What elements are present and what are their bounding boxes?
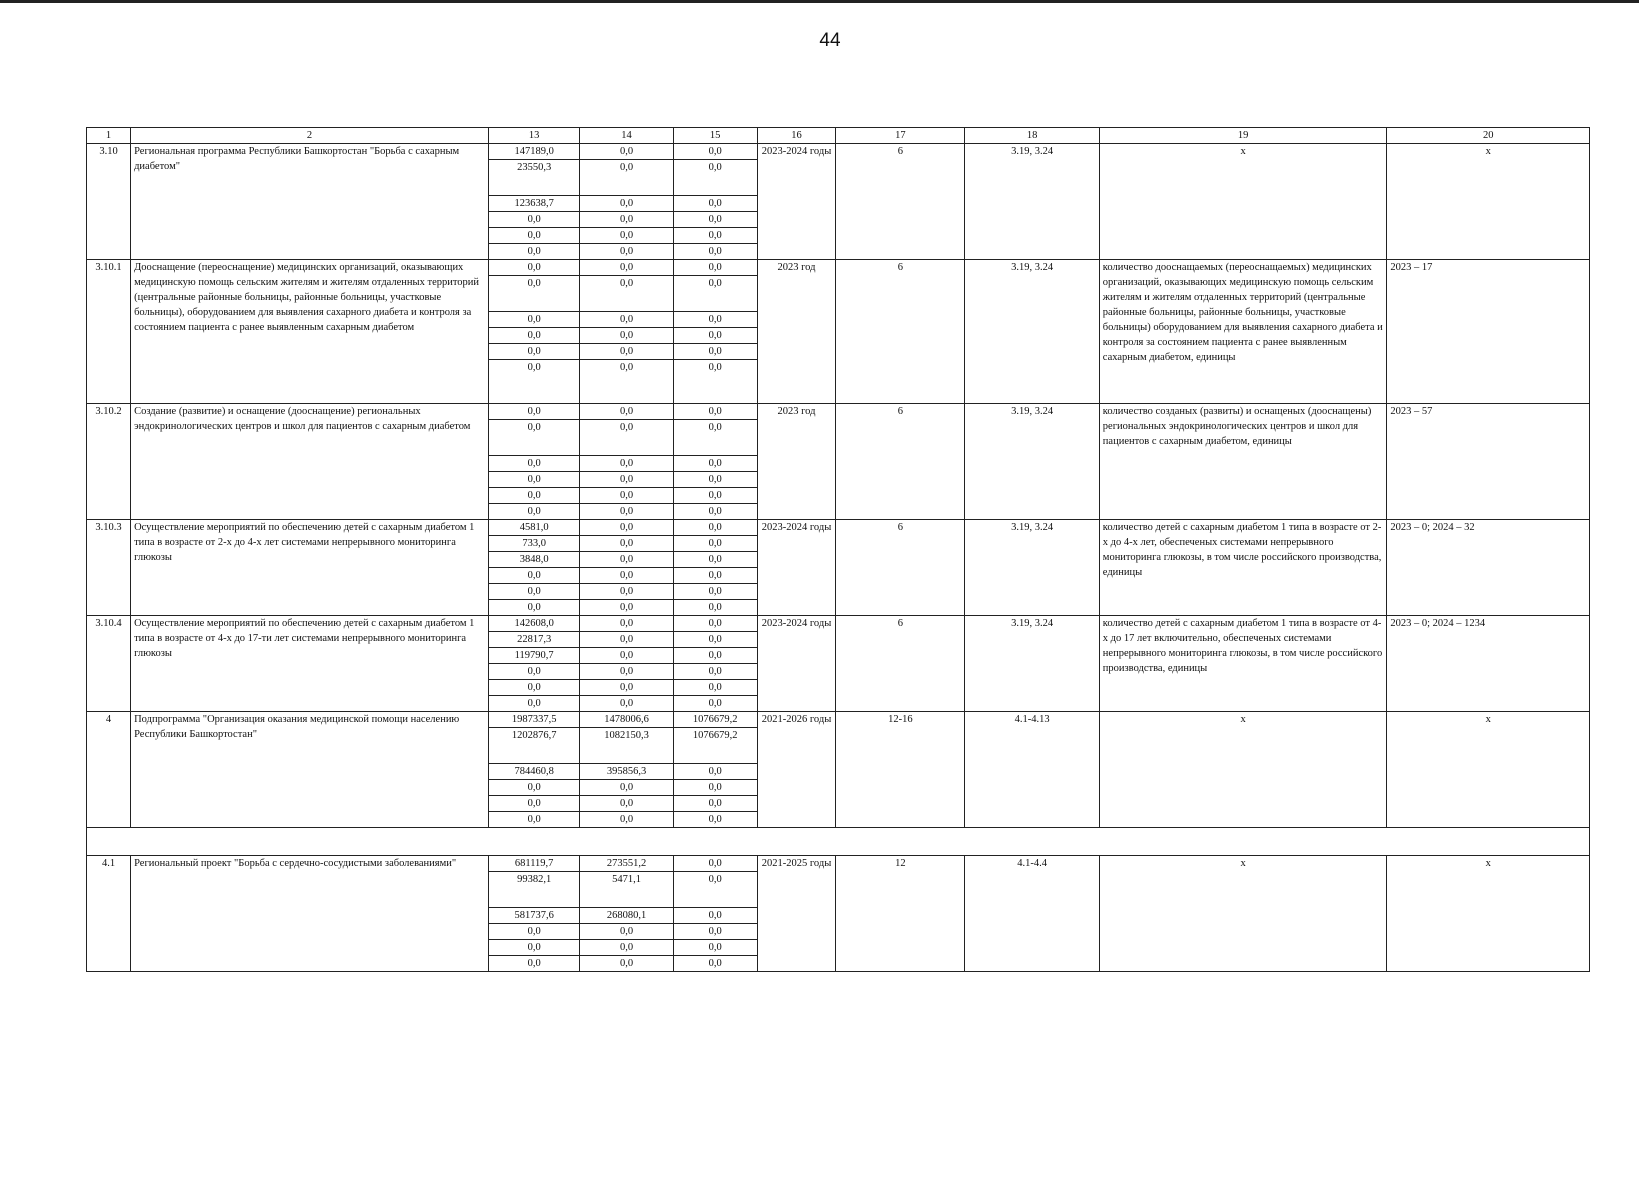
value-cell: 0,0 [580, 404, 673, 420]
col18-cell: 4.1-4.13 [965, 712, 1099, 828]
value-cell: 1082150,3 [580, 728, 673, 764]
value-cell: 0,0 [580, 616, 673, 632]
value-cell: 0,0 [488, 568, 579, 584]
table-row [87, 712, 1590, 728]
value-cell: 0,0 [580, 520, 673, 536]
value-cell: 0,0 [488, 212, 579, 228]
indicator-cell: количество созданых (развиты) и оснащеных (дооснащены) региональных эндокринологических центров и школ для пациентов с сахарным диабетом, единицы [1099, 404, 1387, 520]
spacer-row [87, 828, 1590, 856]
row-number: 3.10.4 [87, 616, 131, 712]
value-cell: 0,0 [580, 144, 673, 160]
target-cell: x [1387, 144, 1590, 260]
page-number: 44 [819, 30, 841, 51]
value-cell: 123638,7 [488, 196, 579, 212]
value-cell: 0,0 [488, 956, 579, 972]
value-cell: 0,0 [580, 956, 673, 972]
value-cell: 0,0 [580, 212, 673, 228]
value-cell: 0,0 [488, 260, 579, 276]
value-cell: 0,0 [673, 420, 757, 456]
header-cell: 13 [488, 128, 579, 144]
indicator-cell: x [1099, 856, 1387, 972]
value-cell: 0,0 [673, 632, 757, 648]
header-cell: 2 [131, 128, 489, 144]
value-cell: 22817,3 [488, 632, 579, 648]
value-cell: 0,0 [580, 924, 673, 940]
value-cell: 0,0 [673, 260, 757, 276]
table-row [87, 616, 1590, 632]
value-cell: 0,0 [673, 680, 757, 696]
target-cell: 2023 – 17 [1387, 260, 1590, 404]
value-cell: 0,0 [488, 584, 579, 600]
target-cell: x [1387, 856, 1590, 972]
value-cell: 0,0 [673, 908, 757, 924]
header-row [87, 128, 1590, 144]
value-cell: 0,0 [580, 780, 673, 796]
header-cell: 14 [580, 128, 673, 144]
header-cell: 20 [1387, 128, 1590, 144]
period-cell: 2021-2026 годы [757, 712, 836, 828]
value-cell: 0,0 [580, 456, 673, 472]
table-row [87, 144, 1590, 160]
top-rule [0, 0, 1639, 3]
period-cell: 2023 год [757, 260, 836, 404]
row-name: Осуществление мероприятий по обеспечению детей с сахарным диабетом 1 типа в возрасте от 4-х до 17-ти лет системами непрерывного мониторинга глюкозы [131, 616, 489, 712]
col17-cell: 6 [836, 404, 965, 520]
value-cell: 0,0 [488, 696, 579, 712]
value-cell: 0,0 [488, 472, 579, 488]
value-cell: 0,0 [580, 244, 673, 260]
value-cell: 0,0 [580, 276, 673, 312]
row-name: Подпрограмма "Организация оказания медицинской помощи населению Республики Башкортостан" [131, 712, 489, 828]
value-cell: 0,0 [488, 812, 579, 828]
col17-cell: 6 [836, 520, 965, 616]
value-cell: 0,0 [673, 664, 757, 680]
row-name: Региональная программа Республики Башкортостан "Борьба с сахарным диабетом" [131, 144, 489, 260]
period-cell: 2023-2024 годы [757, 520, 836, 616]
indicator-cell: x [1099, 144, 1387, 260]
col17-cell: 6 [836, 260, 965, 404]
value-cell: 0,0 [488, 312, 579, 328]
value-cell: 0,0 [488, 404, 579, 420]
row-number: 3.10.2 [87, 404, 131, 520]
row-name: Осуществление мероприятий по обеспечению детей с сахарным диабетом 1 типа в возрасте от 2-х до 4-х лет системами непрерывного мониторинга глюкозы [131, 520, 489, 616]
value-cell: 0,0 [580, 648, 673, 664]
spacer-cell [87, 828, 1590, 856]
col18-cell: 3.19, 3.24 [965, 144, 1099, 260]
value-cell: 0,0 [580, 328, 673, 344]
row-number: 3.10.3 [87, 520, 131, 616]
value-cell: 581737,6 [488, 908, 579, 924]
value-cell: 0,0 [673, 456, 757, 472]
value-cell: 0,0 [673, 144, 757, 160]
table-row [87, 260, 1590, 276]
value-cell: 0,0 [673, 472, 757, 488]
value-cell: 0,0 [673, 648, 757, 664]
col17-cell: 6 [836, 144, 965, 260]
value-cell: 0,0 [673, 312, 757, 328]
value-cell: 1202876,7 [488, 728, 579, 764]
table-row [87, 520, 1590, 536]
row-number: 4 [87, 712, 131, 828]
header-cell: 19 [1099, 128, 1387, 144]
value-cell: 0,0 [673, 344, 757, 360]
indicator-cell: x [1099, 712, 1387, 828]
target-cell: x [1387, 712, 1590, 828]
value-cell: 0,0 [673, 328, 757, 344]
value-cell: 0,0 [673, 924, 757, 940]
value-cell: 0,0 [580, 420, 673, 456]
value-cell: 0,0 [673, 160, 757, 196]
value-cell: 395856,3 [580, 764, 673, 780]
value-cell: 0,0 [488, 924, 579, 940]
value-cell: 0,0 [673, 940, 757, 956]
value-cell: 0,0 [580, 160, 673, 196]
value-cell: 0,0 [580, 228, 673, 244]
value-cell: 0,0 [488, 344, 579, 360]
col17-cell: 6 [836, 616, 965, 712]
col18-cell: 3.19, 3.24 [965, 616, 1099, 712]
period-cell: 2023-2024 годы [757, 616, 836, 712]
row-number: 3.10 [87, 144, 131, 260]
value-cell: 0,0 [580, 344, 673, 360]
value-cell: 142608,0 [488, 616, 579, 632]
value-cell: 0,0 [488, 228, 579, 244]
value-cell: 0,0 [580, 536, 673, 552]
value-cell: 0,0 [580, 796, 673, 812]
value-cell: 0,0 [488, 488, 579, 504]
value-cell: 784460,8 [488, 764, 579, 780]
value-cell: 0,0 [488, 940, 579, 956]
value-cell: 3848,0 [488, 552, 579, 568]
value-cell: 0,0 [673, 856, 757, 872]
value-cell: 0,0 [488, 244, 579, 260]
row-number: 4.1 [87, 856, 131, 972]
value-cell: 268080,1 [580, 908, 673, 924]
header-cell: 1 [87, 128, 131, 144]
budget-table [86, 127, 1590, 972]
indicator-cell: количество детей с сахарным диабетом 1 типа в возрасте от 2-х до 4-х лет, обеспеченых системами непрерывного мониторинга глюкозы, в том числе российского производства, единицы [1099, 520, 1387, 616]
value-cell: 0,0 [673, 568, 757, 584]
value-cell: 0,0 [673, 872, 757, 908]
header-cell: 17 [836, 128, 965, 144]
value-cell: 1478006,6 [580, 712, 673, 728]
value-cell: 0,0 [488, 360, 579, 404]
row-number: 3.10.1 [87, 260, 131, 404]
value-cell: 0,0 [673, 696, 757, 712]
header-cell: 18 [965, 128, 1099, 144]
value-cell: 0,0 [488, 276, 579, 312]
value-cell: 1987337,5 [488, 712, 579, 728]
value-cell: 0,0 [673, 956, 757, 972]
value-cell: 0,0 [580, 504, 673, 520]
value-cell: 681119,7 [488, 856, 579, 872]
value-cell: 0,0 [673, 600, 757, 616]
col18-cell: 3.19, 3.24 [965, 520, 1099, 616]
col18-cell: 3.19, 3.24 [965, 260, 1099, 404]
value-cell: 0,0 [580, 488, 673, 504]
value-cell: 0,0 [673, 796, 757, 812]
value-cell: 0,0 [673, 404, 757, 420]
value-cell: 0,0 [488, 680, 579, 696]
row-name: Региональный проект "Борьба с сердечно-сосудистыми заболеваниями" [131, 856, 489, 972]
table-row [87, 856, 1590, 872]
target-cell: 2023 – 0; 2024 – 32 [1387, 520, 1590, 616]
value-cell: 0,0 [673, 764, 757, 780]
value-cell: 0,0 [673, 812, 757, 828]
value-cell: 4581,0 [488, 520, 579, 536]
col18-cell: 3.19, 3.24 [965, 404, 1099, 520]
value-cell: 0,0 [580, 196, 673, 212]
indicator-cell: количество дооснащаемых (переоснащаемых) медицинских организаций, оказывающих медицинскую помощь сельским жителям и жителям отдаленных территорий (центральные районные больницы, районные больницы, участковые больницы) оборудованием для выявления сахарного диабета и контроля за состоянием пациента с ранее выявленным сахарным диабетом, единицы [1099, 260, 1387, 404]
value-cell: 0,0 [580, 680, 673, 696]
value-cell: 0,0 [673, 520, 757, 536]
col18-cell: 4.1-4.4 [965, 856, 1099, 972]
value-cell: 0,0 [488, 600, 579, 616]
value-cell: 23550,3 [488, 160, 579, 196]
target-cell: 2023 – 57 [1387, 404, 1590, 520]
value-cell: 0,0 [673, 504, 757, 520]
value-cell: 0,0 [673, 780, 757, 796]
value-cell: 1076679,2 [673, 728, 757, 764]
value-cell: 0,0 [580, 260, 673, 276]
indicator-cell: количество детей с сахарным диабетом 1 типа в возрасте от 4-х до 17 лет включительно, обеспеченых системами непрерывного мониторинга глюкозы, в том числе российского производства, единицы [1099, 616, 1387, 712]
value-cell: 733,0 [488, 536, 579, 552]
value-cell: 147189,0 [488, 144, 579, 160]
value-cell: 0,0 [673, 244, 757, 260]
value-cell: 0,0 [673, 276, 757, 312]
value-cell: 0,0 [488, 328, 579, 344]
value-cell: 0,0 [580, 632, 673, 648]
value-cell: 0,0 [580, 568, 673, 584]
value-cell: 119790,7 [488, 648, 579, 664]
value-cell: 0,0 [673, 196, 757, 212]
target-cell: 2023 – 0; 2024 – 1234 [1387, 616, 1590, 712]
value-cell: 0,0 [673, 616, 757, 632]
value-cell: 0,0 [673, 552, 757, 568]
value-cell: 0,0 [673, 212, 757, 228]
value-cell: 0,0 [580, 812, 673, 828]
value-cell: 0,0 [488, 504, 579, 520]
value-cell: 1076679,2 [673, 712, 757, 728]
header-cell: 16 [757, 128, 836, 144]
value-cell: 0,0 [580, 472, 673, 488]
period-cell: 2023-2024 годы [757, 144, 836, 260]
value-cell: 0,0 [580, 664, 673, 680]
value-cell: 0,0 [488, 780, 579, 796]
row-name: Дооснащение (переоснащение) медицинских организаций, оказывающих медицинскую помощь сельским жителям и жителям отдаленных территорий (центральные районные больницы, районные больницы, участковые больницы), оборудованием для выявления сахарного диабета и контроля за состоянием пациента с ранее выявленным сахарным диабетом [131, 260, 489, 404]
value-cell: 0,0 [673, 488, 757, 504]
value-cell: 0,0 [488, 456, 579, 472]
period-cell: 2021-2025 годы [757, 856, 836, 972]
value-cell: 0,0 [488, 664, 579, 680]
value-cell: 0,0 [488, 796, 579, 812]
header-cell: 15 [673, 128, 757, 144]
table-row [87, 404, 1590, 420]
row-name: Создание (развитие) и оснащение (дооснащение) региональных эндокринологических центров и школ для пациентов с сахарным диабетом [131, 404, 489, 520]
value-cell: 0,0 [580, 600, 673, 616]
value-cell: 273551,2 [580, 856, 673, 872]
value-cell: 99382,1 [488, 872, 579, 908]
period-cell: 2023 год [757, 404, 836, 520]
value-cell: 5471,1 [580, 872, 673, 908]
value-cell: 0,0 [580, 312, 673, 328]
value-cell: 0,0 [673, 536, 757, 552]
value-cell: 0,0 [488, 420, 579, 456]
value-cell: 0,0 [580, 940, 673, 956]
value-cell: 0,0 [673, 584, 757, 600]
col17-cell: 12 [836, 856, 965, 972]
value-cell: 0,0 [580, 696, 673, 712]
value-cell: 0,0 [580, 360, 673, 404]
col17-cell: 12-16 [836, 712, 965, 828]
value-cell: 0,0 [673, 360, 757, 404]
value-cell: 0,0 [580, 584, 673, 600]
value-cell: 0,0 [580, 552, 673, 568]
value-cell: 0,0 [673, 228, 757, 244]
